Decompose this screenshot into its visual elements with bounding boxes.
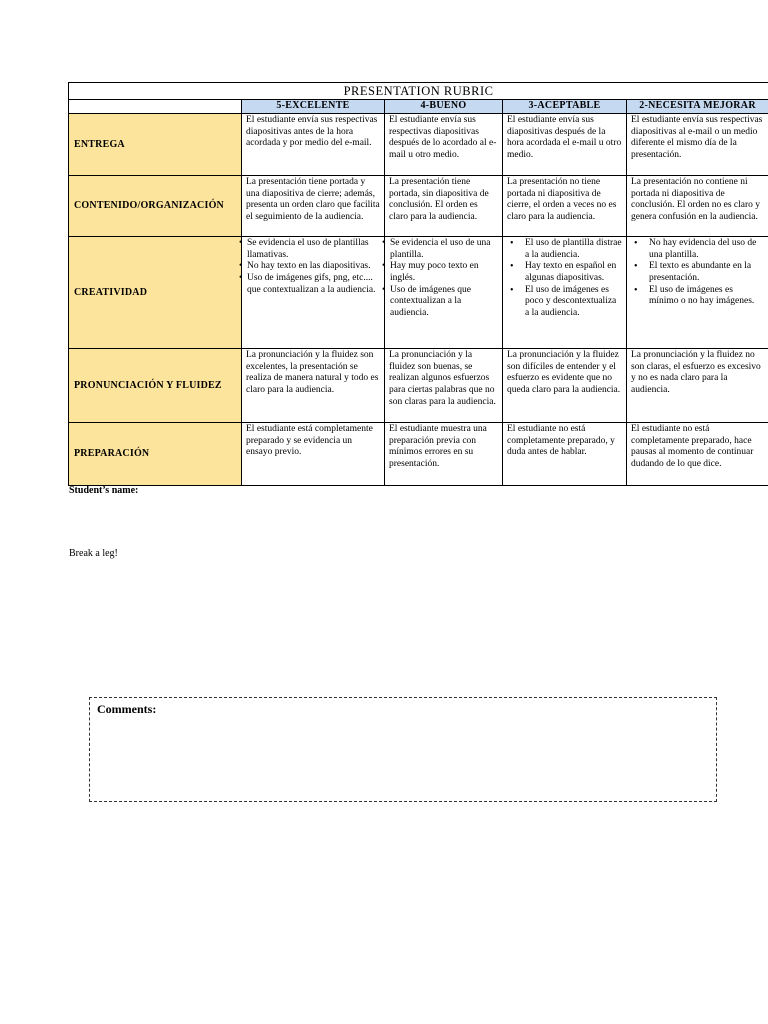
rubric-cell: El estudiante muestra una preparación previa con mínimos errores en su presentación. xyxy=(385,423,503,486)
bullet-item: • Uso de imágenes que contextualizan a la audiencia. xyxy=(385,285,498,320)
comments-box xyxy=(89,697,717,802)
bullet-list xyxy=(242,238,380,296)
rubric-cell: La presentación no tiene portada ni diapositiva de cierre, el orden a veces no es claro para la audiencia. xyxy=(503,176,627,237)
level-header-bueno: 4-BUENO xyxy=(385,100,503,114)
rubric-row-entrega xyxy=(69,114,768,176)
rubric-cell: El estudiante no está completamente preparado, y duda antes de hablar. xyxy=(503,423,627,486)
level-header-aceptable: 3-ACEPTABLE xyxy=(503,100,627,114)
rubric-row-contenido xyxy=(69,176,768,237)
rubric-cell xyxy=(242,237,385,349)
criterion-pronunciacion-fluidez: PRONUNCIACIÓN Y FLUIDEZ xyxy=(69,349,242,423)
header-blank-cell xyxy=(69,100,242,114)
rubric-row-creatividad xyxy=(69,237,768,349)
bullet-list xyxy=(507,238,622,319)
bullet-item: • El texto es abundante en la presentación. xyxy=(631,261,764,284)
rubric-cell xyxy=(503,237,627,349)
bullet-item: • Uso de imágenes gifs, png, etc.... que contextualizan a la audiencia. xyxy=(242,273,380,296)
closing-message: Break a leg! xyxy=(69,548,118,559)
rubric-header-row xyxy=(69,100,768,114)
rubric-row-pronunciacion xyxy=(69,349,768,423)
bullet-item: • Hay muy poco texto en inglés. xyxy=(385,261,498,284)
rubric-cell: El estudiante envía sus diapositivas después de la hora acordada el e-mail u otro medio. xyxy=(503,114,627,176)
criterion-contenido-organizacion: CONTENIDO/ORGANIZACIÓN xyxy=(69,176,242,237)
rubric-cell: La pronunciación y la fluidez son difíciles de entender y el esfuerzo es evidente que no queda claro para la audiencia. xyxy=(503,349,627,423)
rubric-cell: La presentación no contiene ni portada ni diapositiva de conclusión. El orden no es claro y genera confusión en la audiencia. xyxy=(627,176,768,237)
criterion-preparacion: PREPARACIÓN xyxy=(69,423,242,486)
rubric-cell: El estudiante está completamente preparado y se evidencia un ensayo previo. xyxy=(242,423,385,486)
bullet-list xyxy=(385,238,498,319)
rubric-cell: El estudiante no está completamente preparado, hace pausas al momento de continuar dudando de lo que dice. xyxy=(627,423,768,486)
rubric-row-preparacion xyxy=(69,423,768,486)
rubric-title-row xyxy=(69,83,768,100)
criterion-creatividad: CREATIVIDAD xyxy=(69,237,242,349)
rubric-cell: La presentación tiene portada, sin diapositiva de conclusión. El orden es claro para la audiencia. xyxy=(385,176,503,237)
rubric-cell: El estudiante envía sus respectivas diapositivas antes de la hora acordada y por medio del e-mail. xyxy=(242,114,385,176)
rubric-cell xyxy=(385,237,503,349)
bullet-item: • Hay texto en español en algunas diapositivas. xyxy=(507,261,622,284)
bullet-list xyxy=(631,238,764,307)
rubric-cell: La pronunciación y la fluidez no son claras, el esfuerzo es excesivo y no es nada claro para la audiencia. xyxy=(627,349,768,423)
student-name-label: Student’s name: xyxy=(69,485,139,496)
rubric-cell: La pronunciación y la fluidez son buenas, se realizan algunos esfuerzos para ciertas palabras que no son claras para la audiencia. xyxy=(385,349,503,423)
bullet-item: • El uso de plantilla distrae a la audiencia. xyxy=(507,238,622,261)
presentation-rubric-table xyxy=(68,82,768,486)
bullet-item: • Se evidencia el uso de una plantilla. xyxy=(385,238,498,261)
bullet-item: • No hay evidencia del uso de una plantilla. xyxy=(631,238,764,261)
criterion-entrega: ENTREGA xyxy=(69,114,242,176)
level-header-necesita-mejorar: 2-NECESITA MEJORAR xyxy=(627,100,768,114)
bullet-item: • Se evidencia el uso de plantillas llamativas. xyxy=(242,238,380,261)
rubric-cell xyxy=(627,237,768,349)
rubric-cell: El estudiante envía sus respectivas diapositivas al e-mail o un medio diferente el mismo día de la presentación. xyxy=(627,114,768,176)
rubric-cell: La pronunciación y la fluidez son excelentes, la presentación se realiza de manera natural y todo es claro para la audiencia. xyxy=(242,349,385,423)
bullet-item: • El uso de imágenes es mínimo o no hay imágenes. xyxy=(631,285,764,308)
comments-label: Comments: xyxy=(97,702,157,716)
bullet-item: • El uso de imágenes es poco y descontextualiza a la audiencia. xyxy=(507,285,622,320)
rubric-title: PRESENTATION RUBRIC xyxy=(69,83,768,100)
bullet-item: • No hay texto en las diapositivas. xyxy=(242,261,380,273)
rubric-cell: El estudiante envía sus respectivas diapositivas después de lo acordado al e-mail u otro medio. xyxy=(385,114,503,176)
rubric-cell: La presentación tiene portada y una diapositiva de cierre; además, presenta un orden claro que facilita el seguimiento de la audiencia. xyxy=(242,176,385,237)
level-header-excelente: 5-EXCELENTE xyxy=(242,100,385,114)
